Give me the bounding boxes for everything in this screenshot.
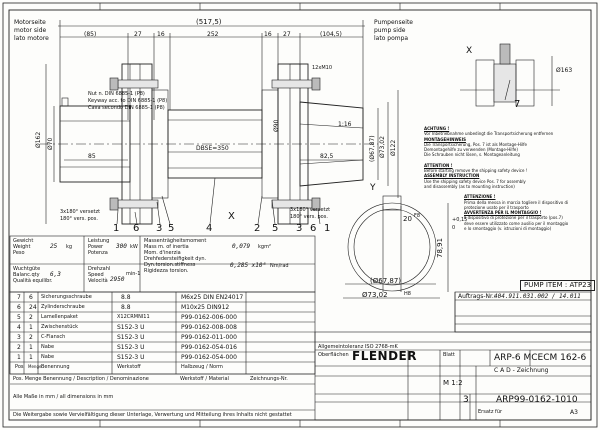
- bom-pos: 3: [17, 334, 21, 341]
- bom-row: [13, 312, 315, 322]
- sheet-label: Blatt: [443, 352, 455, 358]
- bom-norm: M6x25 DIN EN24017: [181, 294, 244, 301]
- angle-note-right-1: 3x180° versetzt: [290, 207, 331, 213]
- param-weight-it: Peso: [13, 250, 25, 256]
- warning-it-line: deve essere utilizzato come ausilio per il montaggio: [464, 220, 569, 226]
- warning-en-title: ATTENTION !: [424, 162, 453, 168]
- dim-d73: Ø73,02: [379, 136, 386, 158]
- motor-side-it: lato motore: [14, 35, 49, 42]
- bom-material: S152-3 U: [117, 334, 145, 341]
- pump-side-it: lato pompa: [374, 35, 409, 42]
- paper-format: A3: [570, 409, 578, 416]
- warning-de-line: Vor Inbetriebnahme unbedingt die Transportsicherung entfernen: [424, 131, 554, 137]
- bom-norm: P99-0162-008-008: [181, 324, 237, 331]
- warning-it-line: protezione usato per il trasporto: [464, 204, 529, 210]
- bom-qty: 6: [29, 294, 33, 301]
- dim-d70: Ø70: [47, 137, 54, 150]
- bom-row: [13, 352, 315, 362]
- pos-4: 4: [206, 223, 213, 234]
- pos-3-right: 3: [296, 223, 303, 234]
- param-weight-value: 25: [50, 243, 58, 250]
- dim-right-82: 82,5: [320, 153, 334, 160]
- bom-material: S152-3 U: [117, 324, 145, 331]
- surface-note: Oberflächen: [318, 352, 349, 358]
- bom-header-pos: Pos: [15, 364, 24, 370]
- dim-85: (85): [84, 31, 97, 38]
- bom-pos: 5: [17, 314, 21, 321]
- angle-note-left-2: 180° vers. pos.: [60, 216, 98, 222]
- param-stiffness-en: Dyn.torsion.stiffness: [144, 262, 196, 268]
- param-weight-de: Gewicht: [13, 238, 34, 244]
- warning-de-line: Die Transportsicherung, Pos. 7 ist als Montage-Hilfe: [424, 141, 527, 147]
- detail-y-depth: 78,91: [436, 237, 444, 258]
- tolerance-note: Allgemeintoleranz ISO 2768-mK: [318, 344, 398, 350]
- bom-material: 8.8: [121, 304, 131, 311]
- document-title: ARP-6 MCECM 162-6: [494, 353, 587, 363]
- bom-footer-drawing: Zeichnungs-Nr.: [250, 376, 288, 382]
- detail-y-tol-upper: +0,15: [452, 217, 468, 223]
- bom-qty: 1: [29, 354, 33, 361]
- warning-de-title: ACHTUNG !: [424, 126, 450, 131]
- keyway-note-it: Cava secondo DIN 6885-1 (P8): [88, 105, 165, 111]
- param-power-de: Leistung: [88, 238, 110, 244]
- bom-norm: P99-0162-011-000: [181, 334, 237, 341]
- scale: M 1:2: [443, 379, 463, 387]
- warning-it-title: ATTENZIONE !: [464, 194, 496, 200]
- bom-row: [13, 322, 315, 332]
- pos-x-mid: X: [228, 211, 235, 222]
- dim-d162: Ø162: [35, 131, 42, 148]
- pos-6-left: 6: [133, 223, 140, 234]
- param-stiffness-value: 0,285 x10⁶: [230, 262, 267, 269]
- warning-it-line: AVVERTENZA PER IL MONTAGGIO !: [464, 210, 542, 216]
- detail-y-d73-fit: H8: [404, 291, 411, 297]
- dim-27-right: 27: [283, 31, 291, 38]
- revision-label: Ersatz für: [478, 409, 503, 415]
- bom-pos: 1: [17, 354, 21, 361]
- pos-3-left: 3: [156, 223, 163, 234]
- dim-left-85: 85: [88, 153, 96, 160]
- param-balance-de: Wuchtgüte: [13, 266, 41, 272]
- pump-item-box: PUMP ITEM : ATP23: [520, 280, 595, 291]
- dim-16-right: 16: [264, 31, 272, 38]
- angle-note-left-1: 3x180° versetzt: [60, 209, 101, 215]
- bolt-spec: 12xM10: [312, 65, 332, 71]
- pos-5-right: 5: [272, 223, 279, 234]
- param-stiffness-de: Drehfedersteifigkeit dyn.: [144, 256, 207, 262]
- warning-de-line: Demontagehilfe zu verwenden (Montage-Hilfe): [424, 147, 518, 153]
- order-number: 404.911.031.002 / 14.011: [494, 293, 581, 300]
- warning-en: [424, 163, 574, 189]
- bom-norm: M10x25 DIN912: [181, 304, 230, 311]
- param-inertia-it: Mom. d'inerzia: [144, 250, 181, 256]
- param-power-it: Potenza: [88, 250, 108, 256]
- bom-header-material: Werkstoff: [117, 364, 141, 370]
- dim-252: 252: [207, 31, 219, 38]
- param-stiffness-unit: Nm/rad: [270, 263, 289, 269]
- detail-y-label: Y: [370, 183, 376, 193]
- warning-de-line: MONTAGEHINWEIS: [424, 136, 466, 142]
- param-inertia-unit: kgm²: [258, 244, 271, 250]
- bom-row: [13, 332, 315, 342]
- dim-d67: (Ø67,87): [369, 135, 376, 162]
- pump-side-en: pump side: [374, 27, 406, 34]
- param-power-unit: kW: [130, 244, 138, 250]
- bom-row: [13, 302, 315, 312]
- flender-logo: FLENDER: [352, 349, 417, 363]
- bom-row: [13, 342, 315, 352]
- bom-name: Sicherungsschraube: [41, 294, 92, 300]
- warning-it-line: Il dispositivo di protezione per il trasporto (pos.7): [464, 215, 563, 221]
- pos-1-right: 1: [324, 223, 331, 234]
- bom-qty: 2: [29, 334, 33, 341]
- pos-6-right: 6: [310, 223, 317, 234]
- param-power-value: 300: [116, 243, 127, 250]
- bom-header-row: [13, 362, 315, 372]
- param-balance-en: Balanc.qty: [13, 272, 40, 278]
- bom-name: Lamellenpaket: [41, 314, 78, 320]
- bom-header-norm: Halbzeug / Norm: [181, 364, 223, 370]
- bom-material: S152-3 U: [117, 344, 145, 351]
- param-speed-it: Velocità: [88, 278, 108, 284]
- param-power-en: Power: [88, 244, 104, 250]
- bom-material: 8.8: [121, 294, 131, 301]
- bom-footer-material: Werkstoff / Material: [180, 376, 229, 382]
- keyway-note-de: Nut n. DIN 6885-1 (P8): [88, 91, 145, 97]
- dim-104: (104,5): [320, 31, 342, 38]
- detail-x-label: X: [466, 46, 473, 56]
- bom-header-qty: Menge: [28, 364, 42, 369]
- bom-row: [13, 292, 315, 302]
- bom-norm: P99-0162-054-016: [181, 344, 237, 351]
- param-weight-unit: kg: [66, 244, 73, 250]
- pos-2: 2: [254, 223, 261, 234]
- param-balance-value: 6,3: [50, 271, 61, 278]
- warning-en-line: ASSEMBLY INSTRUCTION: [424, 173, 480, 179]
- bom-norm: P99-0162-006-000: [181, 314, 237, 321]
- bom-qty: 1: [29, 344, 33, 351]
- pos-1-left: 1: [113, 223, 120, 234]
- warning-de: [424, 126, 574, 158]
- warning-it: [464, 194, 582, 231]
- motor-side-en: motor side: [14, 27, 47, 34]
- param-stiffness-it: Rigidezza torsion.: [144, 268, 189, 274]
- sheet-number: 3: [463, 395, 469, 405]
- dim-d90: Ø90: [273, 119, 280, 132]
- detail-y-fit: F8: [414, 213, 421, 219]
- pos-5-left: 5: [168, 223, 175, 234]
- warning-en-line: Before starting remove the shipping safety device !: [424, 168, 528, 174]
- bom-name: Nabe: [41, 354, 55, 360]
- bom-name: Zylinderschraube: [41, 304, 85, 310]
- bom-name: C-Flansch: [41, 334, 66, 340]
- dim-d122: Ø122: [390, 139, 397, 156]
- param-inertia-en: Mass m. of inertia: [144, 244, 189, 250]
- detail-y-d67: (Ø67,87): [370, 277, 402, 285]
- bom-pos: 4: [17, 324, 21, 331]
- bom-qty: 24: [29, 304, 37, 311]
- motor-side-de: Motorseite: [14, 19, 46, 26]
- bom-name: Nabe: [41, 344, 55, 350]
- bom-footer-units: Alle Maße in mm / all dimensions in mm: [13, 394, 114, 400]
- drawing-number: ARP99-0162-1010: [496, 395, 578, 405]
- param-inertia-de: Massenträgheitsmoment: [144, 238, 207, 244]
- warning-it-line: e lo smontaggio (v. istruzioni di montaggio): [464, 226, 552, 232]
- dim-overall: (517,5): [196, 18, 222, 26]
- dim-16-left: 16: [157, 31, 165, 38]
- bom-footer-desc: Pos. Menge Benennung / Description / Denominazione: [13, 376, 149, 382]
- cad-label: C A D - Zeichnung: [494, 367, 549, 374]
- param-speed-en: Speed: [88, 272, 104, 278]
- taper-ratio: 1:16: [338, 121, 352, 128]
- bom-header-name: Benennung: [41, 364, 70, 370]
- param-speed-de: Drehzahl: [88, 266, 111, 272]
- bom-qty: 2: [29, 314, 33, 321]
- warning-en-line: Use the shipping safety device Pos. 7 for assembly: [424, 178, 526, 184]
- bom-material: S152-3 U: [117, 354, 145, 361]
- dim-dbse: DBSE=350: [196, 145, 229, 152]
- bom-pos: 6: [17, 304, 21, 311]
- warning-it-line: Prima della messa in marcia togliere il dispositivo di: [464, 199, 569, 205]
- param-inertia-value: 0,079: [232, 243, 251, 250]
- warnings: [424, 126, 584, 231]
- warning-en-line: and disassembly (as to mounting instruction): [424, 183, 515, 189]
- bom-pos: 7: [17, 294, 21, 301]
- dim-27-left: 27: [134, 31, 142, 38]
- pump-side-de: Pumpenseite: [374, 19, 413, 26]
- param-speed-unit: min-1: [126, 271, 141, 277]
- detail-y-width: 20: [403, 215, 412, 223]
- detail-y-d73: Ø73,02: [362, 291, 388, 299]
- footer-note: Die Weitergabe sowie Vervielfältigung dieser Unterlage, Verwertung und Mitteilung ihres Inhalts nicht gestattet: [13, 412, 292, 418]
- param-speed-value: 2950: [110, 276, 125, 283]
- detail-y-tol-lower: 0: [452, 225, 456, 231]
- param-balance-it: Qualità equilibr.: [13, 278, 53, 284]
- keyway-note-en: Keyway acc. to DIN 6885-1 (P8): [88, 98, 168, 104]
- warning-de-line: Die Schrauben nicht lösen, s. Montageanleitung: [424, 152, 520, 158]
- bom-name: Zwischenstück: [41, 324, 79, 330]
- bom-pos: 2: [17, 344, 21, 351]
- bom-material: X12CRMNI11: [117, 314, 150, 320]
- bom-norm: P99-0162-054-000: [181, 354, 237, 361]
- bom-qty: 1: [29, 324, 33, 331]
- angle-note-right-2: 180° vers. pos.: [290, 214, 328, 220]
- detail-x-pos7: 7: [514, 99, 521, 110]
- dim-d163: Ø163: [556, 67, 573, 74]
- param-weight-en: Weight: [13, 244, 31, 250]
- order-label: Auftrags-Nr.:: [458, 293, 496, 300]
